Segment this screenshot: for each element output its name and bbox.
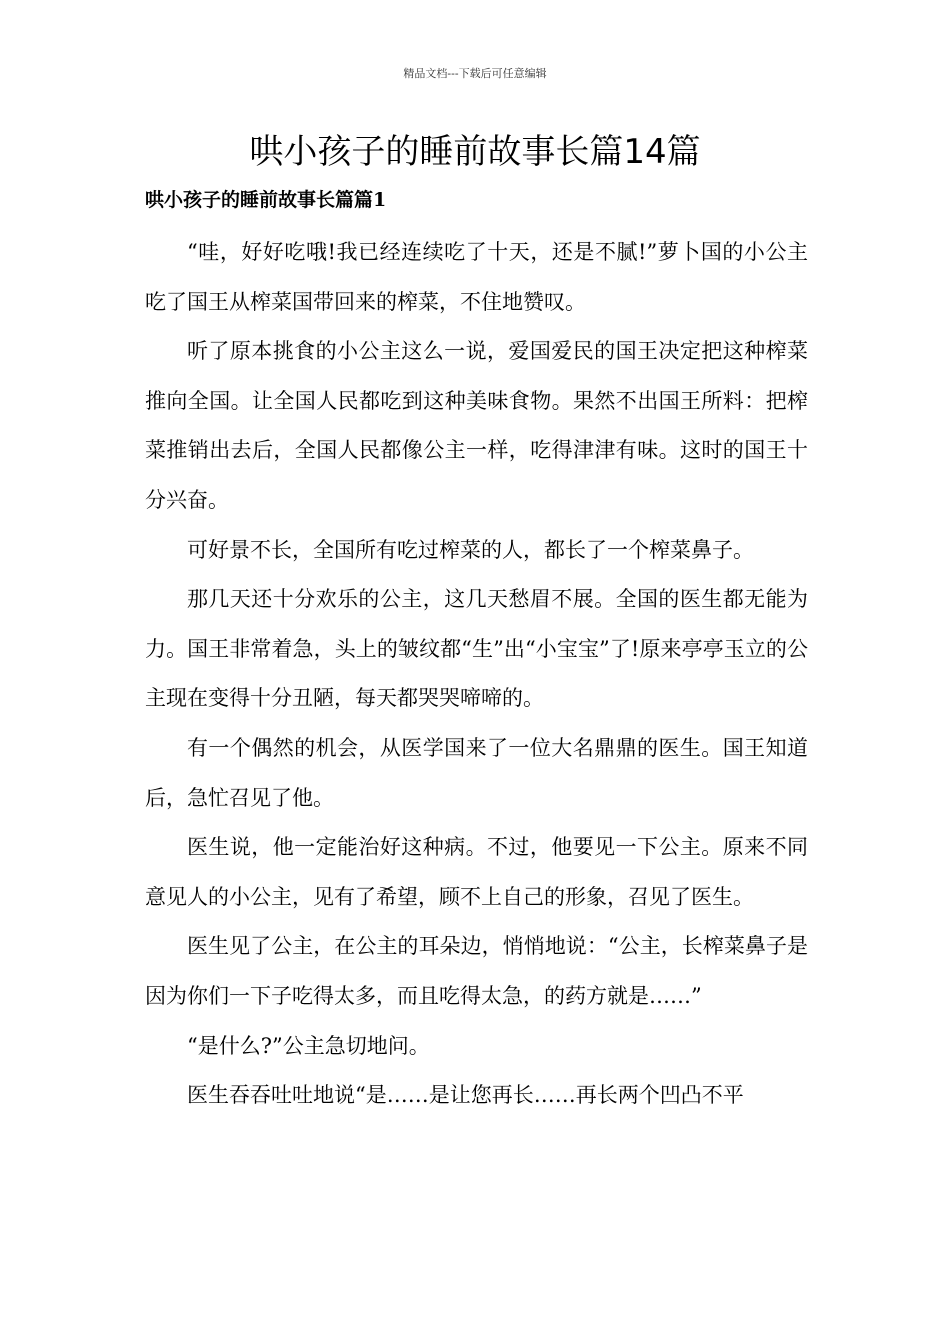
paragraph-9: 医生吞吞吐吐地说“是……是让您再长……再长两个凹凸不平: [187, 1083, 744, 1108]
paragraph-5: 有一个偶然的机会，从医学国来了一位大名鼎鼎的医生。国王知道后，急忙召见了他。: [145, 735, 808, 810]
paragraph-1: “哇，好好吃哦!我已经连续吃了十天，还是不腻!”萝卜国的小公主吃了国王从榨菜国带回来的榨菜，不住地赞叹。: [145, 240, 808, 314]
page-header: 精品文档---下载后可任意编辑: [403, 67, 547, 80]
paragraph-6: 医生说，他一定能治好这种病。不过，他要见一下公主。原来不同意见人的小公主，见有了希望，顾不上自己的形象，召见了医生。: [145, 835, 808, 909]
paragraph-3: 可好景不长，全国所有吃过榨菜的人，都长了一个榨菜鼻子。: [187, 537, 754, 562]
paragraph-8: “是什么?”公主急切地问。: [187, 1033, 430, 1058]
paragraph-4: 那几天还十分欢乐的公主，这几天愁眉不展。全国的医生都无能为力。国王非常着急，头上的皱纹都“生”出“小宝宝”了!原来亭亭玉立的公主现在变得十分丑陋，每天都哭哭啼啼的。: [145, 587, 808, 711]
document-body: [145, 228, 808, 1121]
paragraph-2: 听了原本挑食的小公主这么一说，爱国爱民的国王决定把这种榨菜推向全国。让全国人民都吃到这种美味食物。果然不出国王所料：把榨菜推销出去后，全国人民都像公主一样，吃得津津有味。这时的国王十分兴奋。: [145, 339, 808, 512]
document-title: 哄小孩子的睡前故事长篇14篇: [249, 132, 701, 172]
section-heading: 哄小孩子的睡前故事长篇篇1: [145, 189, 387, 211]
paragraph-7: 医生见了公主，在公主的耳朵边，悄悄地说：“公主，长榨菜鼻子是因为你们一下子吃得太多，而且吃得太急，的药方就是……”: [145, 934, 808, 1008]
